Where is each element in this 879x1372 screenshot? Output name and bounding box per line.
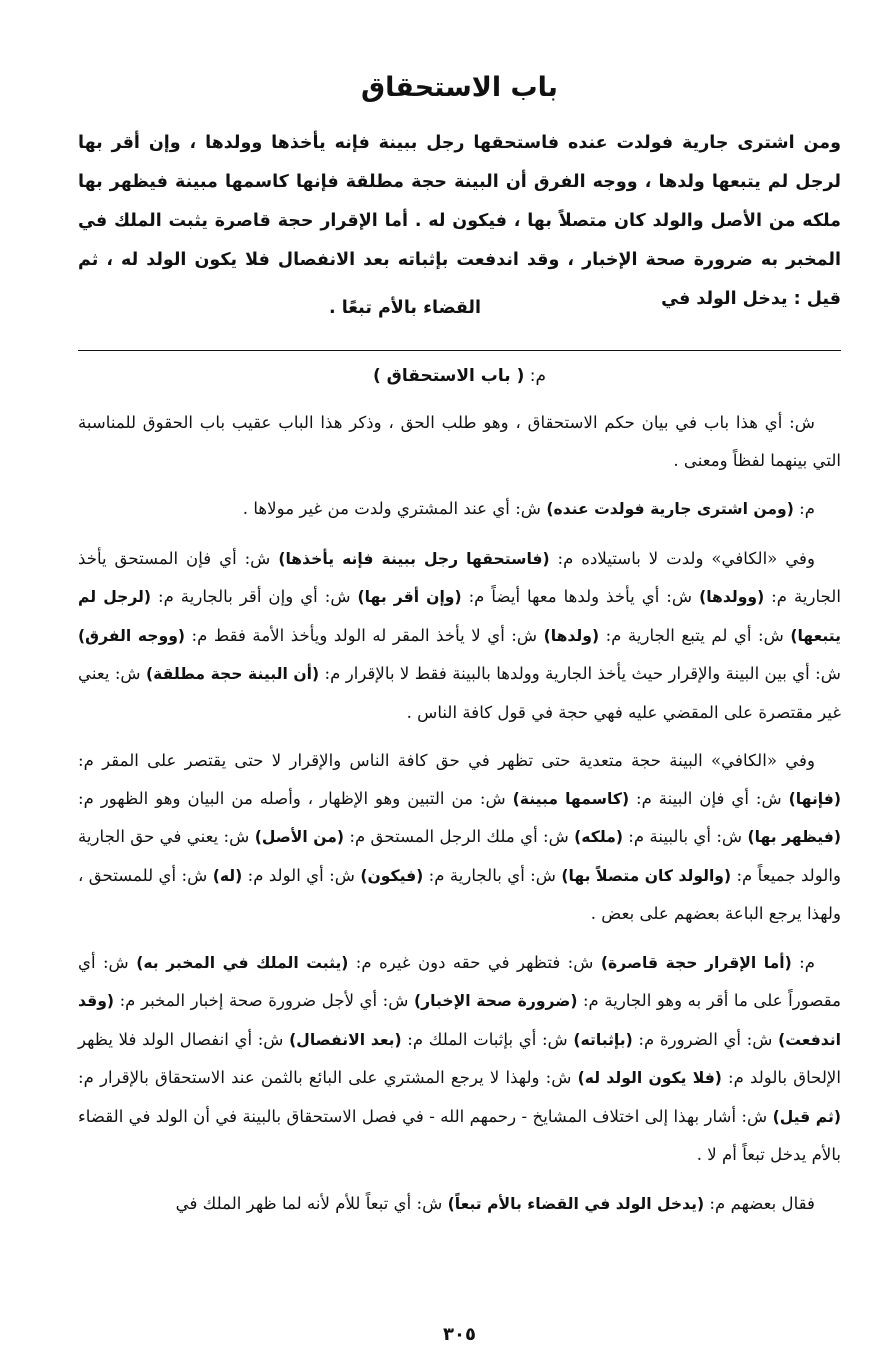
commentary-text: ش: أي انفصال الولد فلا يظهر الإلحاق بالولد م:: [78, 1029, 841, 1087]
matn-quote: (لرجل لم يتبعها): [78, 588, 841, 645]
commentary-text: ش: أي يأخذ ولدها معها أيضاً م:: [461, 587, 700, 606]
commentary-paragraph-2: [78, 490, 841, 529]
commentary-text: ش: أي تبعاً للأم لأنه لما ظهر الملك في: [175, 1193, 448, 1213]
commentary-text: ش: أي بين البينة والإقرار حيث يأخذ الجارية وولدها بالبينة فقط لا بالإقرار م:: [319, 664, 841, 683]
commentary-paragraph-4: [78, 742, 841, 933]
section-divider: [78, 350, 841, 351]
commentary-text: ش: أي وإن أقر بالجارية م:: [151, 587, 358, 606]
commentary-heading: [78, 360, 841, 392]
commentary-text: ش: أي لا يأخذ المقر له الولد ويأخذ الأمة فقط م:: [185, 625, 544, 645]
commentary-text: ش: ولهذا لا يرجع المشتري على البائع بالثمن عند الاستحقاق بالإقرار م:: [78, 1068, 578, 1087]
page-number: ٣٠٥: [443, 1324, 476, 1345]
commentary-text: ش: أي لم يتبع الجارية م:: [599, 625, 791, 645]
matn-quote: (بإثباته): [573, 1030, 633, 1049]
commentary-text: ش: أي فإن البينة م:: [629, 788, 789, 808]
matn-quote: (ملكه): [574, 828, 623, 846]
commentary-paragraph-1: [78, 404, 841, 479]
commentary-text: ش: يعني غير مقتصرة على المقضي عليه فهي حجة في قول كافة الناس .: [78, 664, 841, 722]
commentary-paragraph-6: [78, 1185, 841, 1224]
matn-quote: (له): [212, 866, 243, 885]
matn-quote: (من الأصل): [254, 828, 345, 846]
commentary-text: ش: أي للمستحق ، ولهذا يرجع الباعة بعضهم على بعض .: [78, 865, 841, 923]
matn-quote: (يدخل الولد في القضاء بالأم تبعاً): [447, 1194, 705, 1213]
commentary-text: ش: أي عند المشتري ولدت من غير مولاها .: [242, 499, 547, 518]
commentary-text: وفي «الكافي» البينة حجة متعدية حتى تظهر في حق كافة الناس والإقرار لا حتى يقتصر على المقر م:: [78, 751, 815, 770]
matn-quote: (ثم قيل): [772, 1107, 841, 1126]
matn-quote: (ووجه الفرق): [78, 626, 186, 645]
commentary-text: ش: أي بإثبات الملك م:: [401, 1029, 574, 1049]
matn-text-end: القضاء بالأم تبعًا .: [328, 298, 481, 318]
matn-quote: (يثبت الملك في المخبر به): [136, 953, 349, 972]
matn-quote: (ولدها): [543, 626, 600, 645]
commentary-text: فقال بعضهم م:: [704, 1193, 815, 1213]
matn-quote: (كاسمها مبينة): [512, 789, 630, 808]
matn-quote: (فيظهر بها): [747, 828, 841, 846]
commentary-text: ش: أي ملك الرجل المستحق م:: [344, 827, 575, 846]
commentary-text: م:: [791, 952, 816, 972]
commentary-text: ش: أي بالبينة م:: [622, 827, 748, 846]
matn-quote: (بعد الانفصال): [289, 1030, 402, 1049]
commentary-text: وفي «الكافي» ولدت لا باستيلاده م:: [549, 548, 815, 568]
matn-quote: (وولدها): [699, 588, 765, 606]
document-page: [78, 0, 841, 1372]
commentary-text: ش: أي لأجل ضرورة صحة إخبار المخبر م:: [114, 991, 415, 1010]
chapter-title: باب الاستحقاق: [361, 72, 558, 103]
matn-quote: (أن البينة حجة مطلقة): [146, 665, 320, 683]
commentary-paragraph-5: [78, 944, 841, 1174]
commentary-text: ش: أي هذا باب في بيان حكم الاستحقاق ، وهو طلب الحق ، وذكر هذا الباب عقيب باب الحقوق للمناسبة التي بينهما لفظاً ومعنى .: [78, 413, 841, 470]
commentary-text: ش: من التبين وهو الإظهار ، وأصله من البيان وهو الظهور م:: [78, 788, 513, 808]
commentary-text: ش: أي الضرورة م:: [632, 1029, 779, 1049]
matn-text: ومن اشترى جارية فولدت عنده فاستحقها رجل ببينة فإنه يأخذها وولدها ، وإن أقر بها لرجل لم يتبعها ولدها ، ووجه الفرق أن البينة حجة مطلقة فإنها كاسمها مبينة فيظهر بها ملكه من الأصل والولد كان متصلاً بها ، فيكون له . أما الإقرار حجة قاصرة يثبت الملك في المخبر به ضرورة صحة الإخبار ، وقد اندفعت بإثباته بعد الانفصال فلا يكون الولد له ، ثم قيل : يدخل الولد في: [78, 133, 841, 309]
commentary-text: ش: أشار بهذا إلى اختلاف المشايخ - رحمهم الله - في فصل الاستحقاق بالبينة في أن الولد في القضاء بالأم يدخل تبعاً أم لا .: [78, 1106, 841, 1164]
matn-quote: (فاستحقها رجل ببينة فإنه يأخذها): [278, 549, 550, 568]
matn-quote: (والولد كان متصلاً بها): [561, 866, 732, 885]
commentary-text: ش: فتظهر في حقه دون غيره م:: [348, 952, 601, 972]
matn-marker: م:: [524, 366, 547, 386]
commentary-text: ش: أي الولد م:: [242, 865, 361, 885]
commentary-body: [78, 404, 841, 1234]
matn-quote: (أما الإقرار حجة قاصرة): [600, 953, 792, 972]
matn-quote: (فلا يكون الولد له): [577, 1069, 722, 1087]
commentary-text: ش: أي مقصوراً على ما أقر به وهو الجارية م:: [78, 952, 841, 1010]
matn-quote: (فإنها): [788, 789, 841, 808]
commentary-text: م:: [793, 499, 815, 518]
commentary-paragraph-3: [78, 540, 841, 732]
matn-quote: (وقد اندفعت): [78, 992, 841, 1049]
matn-quote: (ومن اشترى جارية فولدت عنده): [546, 500, 794, 518]
matn-quote: (فيكون): [360, 866, 424, 885]
matn-quote: (ضرورة صحة الإخبار): [414, 992, 578, 1010]
matn-quote: (وإن أقر بها): [357, 588, 462, 606]
commentary-text: ش: أي فإن المستحق يأخذ الجارية م:: [78, 548, 841, 606]
commentary-text: ش: يعني في حق الجارية والولد جميعاً م:: [78, 827, 841, 885]
commentary-text: ش: أي بالجارية م:: [423, 865, 562, 885]
commentary-heading-text: ( باب الاستحقاق ): [372, 366, 525, 386]
